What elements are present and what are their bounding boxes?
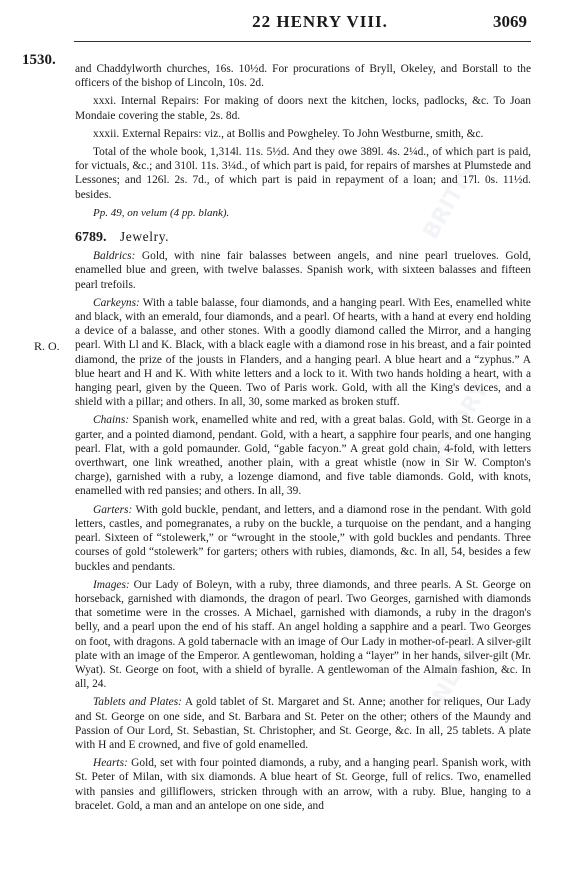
paragraph-text: Spanish work, enamelled white and red, with a great balas. Gold, with St. George in a garter, and a pointed diamond, pendant. Gold, with a heart, a sapphire four pearls, and one hanging pearl. Flat, with a gold pomaunder. Gold, “gable facyon.” A great gold chain, 4-fold, with letters overthwart, one link wreathed, another plain, with a great whistle (now in Sir W. Compton's charge), garnished with a ruby, a lozenge diamond, and five table diamonds. Gold, with knots, enamelled with red pansies; and others. In all, 39. [75,414,531,498]
running-head: 22 HENRY VIII. [252,12,388,31]
paragraph-rubric: Chains: [93,414,130,427]
margin-source-code: R. O. [34,339,60,353]
svg-text:HISTORY: HISTORY [418,377,495,484]
continuation-paragraph: Total of the whole book, 1,314l. 11s. 5½d. And they owe 389l. 4s. 2¼d., of which part is paid, for victuals, &c.; and 310l. 11s. 3¼d., of which part is paid, for repairs of marshes at Plumstede and Lessones; and 126l. 2s. 7d., of which part is paid in repayment of a loan; and 17l. 0s. 11½d. besides. [75,146,531,201]
svg-text:BRITISH: BRITISH [418,145,490,244]
entry-paragraph [75,503,531,574]
body-text [75,62,531,817]
paragraph-rubric: Garters: [93,503,133,516]
paragraph-text: Gold, set with four pointed diamonds, a ruby, and a hanging pearl. Spanish work, with St. Peter of Milan, with six diamonds. A blue heart of St. George, full of relics. Two, enamelled with pansies and gilliflowers, stricken through with an arrow, with a ruby. Blue, hanging to a bracelet. Gold, a man and an antelope on one side, and [75,757,531,812]
page-number: 3069 [493,12,527,31]
paragraph-text: With gold buckle, pendant, and letters, and a diamond rose in the pendant. With gold letters, castles, and pomegranates, a ruby on the buckle, a turquoise on the pendant, and a hanging pearl. Sixteen of “stolewerk,” or “wrought in the stoole,” with gold buckles and pendants. Three courses of gold “stolewerk” for garters; others with rubies, diamonds, &c. In all, 54, besides a few buckles and pendants. [75,503,531,573]
paragraph-rubric: Carkeyns: [93,296,140,309]
continuation-paragraph: xxxi. Internal Repairs: For making of doors next the kitchen, locks, padlocks, &c. To Joan Mondaie covering the stable, 2s. 8d. [75,95,531,122]
paragraph-text: Our Lady of Boleyn, with a ruby, three diamonds, and three pearls. A St. George on horseback, garnished with diamonds, the dragon of pearl. Two Georges, garnished with diamonds that sometime were in the crosses. A Michael, garnished with diamonds, a ruby in the dragon's belly, and a pearl upon the end of his staff. An angel holding a sapphire and a pearl. Two Georges on foot, with dragons. A gold tabernacle with an image of Our Lady in mother-of-pearl. A silver-gilt plate with an image of the Emperor. A gentlewoman, holding a “layer” in her hands, silver-gilt (Mr. Wyat). St. George on foot, with a shield of byralle. A gentlewoman of the Almain fashion, &c. In all, 24. [75,578,531,691]
entry-title: Jewelry. [119,229,170,245]
paragraph-rubric: Images: [93,578,130,591]
paragraph-text: With a table balasse, four diamonds, and a hanging pearl. With Ees, enamelled white and black, with an emerald, four diamonds, and a pearl. Of hearts, with a hand at every end holding a device of a balasse, and other stones. With a goodly diamond called the Mirror, and a hanging pearl. With Ll and K. Black, with a black eagle with a diamond rose in his breast, and a fair pointed diamond, the prize of the jousts in Flanders, and a hanging pearl. A blue heart and a “zyphus.” A blue heart and H and K. With white letters and a lock to it. With two hands holding a heart, with a hanging pearl, given by the Queen. Two of Paris work. Gold, with all the King's devices, and a shield with a pillar; and others. In all, 30, some marked as broken stuff. [75,296,531,409]
entry-paragraph [75,578,531,692]
entry-paragraph [75,695,531,752]
continuation-paragraph: and Chaddylworth churches, 16s. 10½d. For procurations of Bryll, Okeley, and Borstall to the officers of the bishop of Lincoln, 10s. 2d. [75,63,531,90]
entry-paragraph [75,413,531,498]
entry-paragraph [75,249,531,292]
entry-paragraph [75,296,531,410]
entry-paragraph [75,756,531,813]
page-header [0,8,567,44]
paragraph-rubric: Baldrics: [93,250,136,263]
source-note: Pp. 49, on velum (4 pp. blank). [93,206,230,219]
paragraph-text: Gold, with nine fair balasses between angels, and nine pearl trueloves. Gold, enamelled blue and green, with twelve balasses. Spanish work, with sixteen balasses and fifteen pearl trefoils. [75,250,531,291]
svg-text:ONLINE: ONLINE [418,630,487,724]
paragraph-text: A gold tablet of St. Margaret and St. Anne; another for reliques, Our Lady and St. George on one side, and St. Barbara and St. Peter on the other; others of the Maundy and Passion of Our Lord, St. Sebastian, St. Christopher, and St. George, &c. In all, 25 tablets. A plate with H and E crowned, and five of gold enamelled. [75,696,531,751]
entry-heading [75,230,531,245]
margin-year: 1530. [22,52,56,68]
continuation-paragraph: xxxii. External Repairs: viz., at Bollis and Powgheley. To John Westburne, smith, &c. [93,127,484,140]
paragraph-rubric: Tablets and Plates: [93,696,182,709]
paragraph-rubric: Hearts: [93,757,128,770]
entry-number: 6789. [75,230,107,246]
header-rule [74,41,531,42]
